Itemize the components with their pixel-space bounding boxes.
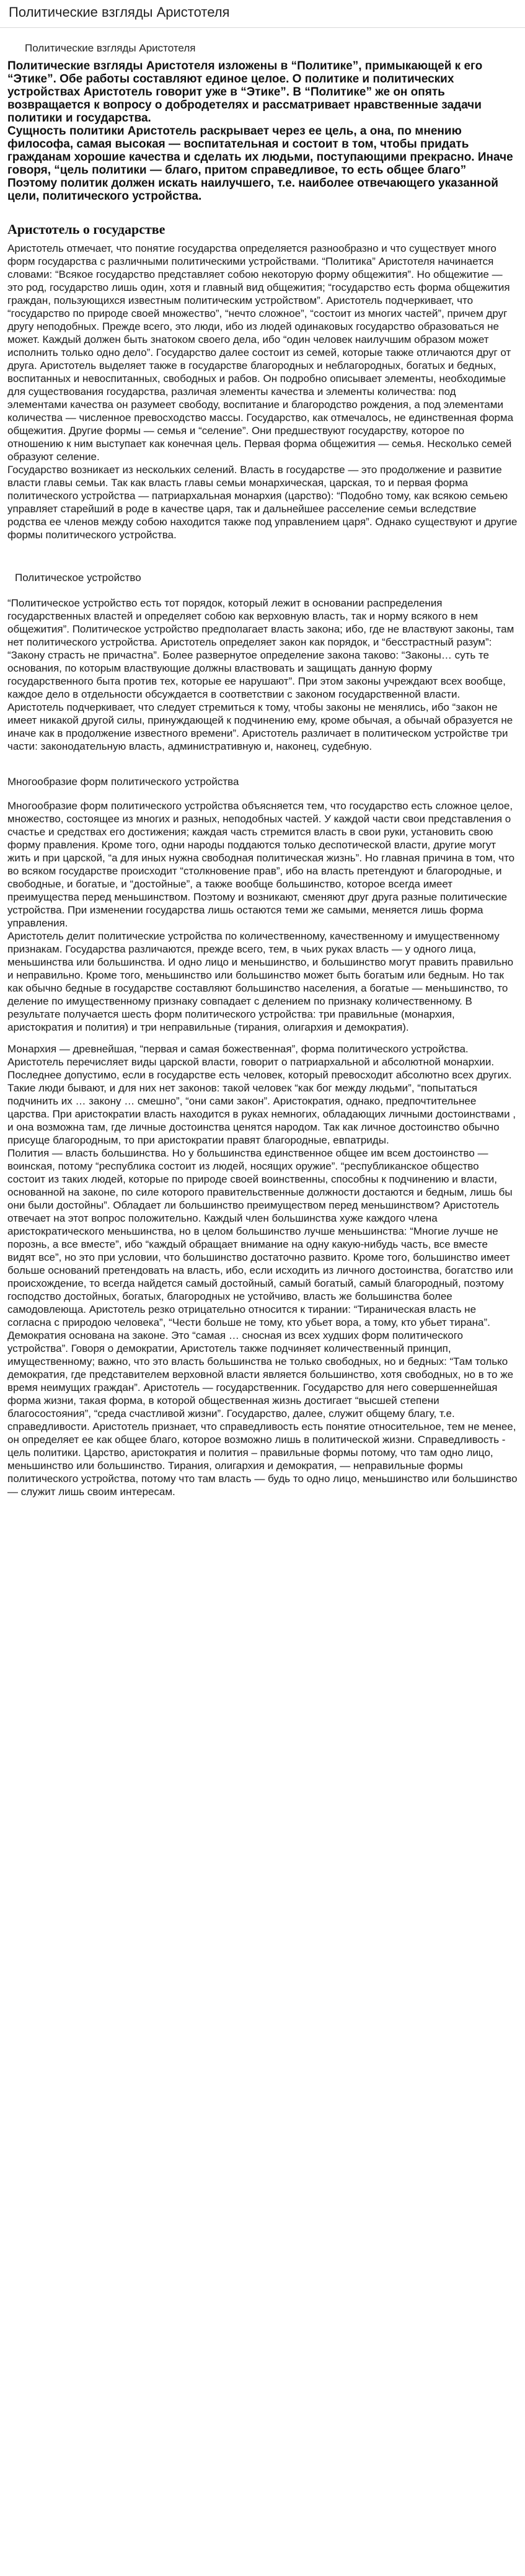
document-content — [0, 42, 525, 1498]
body-paragraph: Многообразие форм политического устройства объясняется тем, что государство есть сложное целое, множество, состоящее из многих и разных, неподобных частей. У каждой части свои представления о счастье и средствах его достижения; каждая часть стремится власть в свои руки, установить свою форму правления. Кроме того, одни народы поддаются только деспотической власти, другие могут жить и при царской, “а для иных нужна свободная политическая жизнь”. Но главная причина в том, что во всяком государстве происходит “столкновение прав”, ибо на власть претендуют и благородные, и свободные, и богатые, и “достойные”, а также вообще большинство, которое всегда имеет преимущества перед меньшинством. Поэтому и возникают, сменяют друг друга разные политические устройства. При изменении государства лишь остаются теми же самыми, меняется лишь форма управления. — [7, 800, 515, 929]
section-heading-forms: Многообразие форм политического устройства — [7, 776, 239, 788]
body-paragraph: Государство возникает из нескольких селений. Власть в государстве — это продолжение и развитие власти главы семьи. Так как власть главы семьи монархическая, царская, то и первая форма политического устройства — патриархальная монархия (царство): “Подобно тому, как всякою семьею управляет старейший в роде в качестве царя, так и дальнейшее расселение семьи вследствие родства ее членов между собою находится также под управлением царя”. Однако существуют и другие формы политического устройства. — [7, 464, 518, 541]
body-paragraph: Демократия основана на законе. Это “самая … сносная из всех худших форм политического устройства”. Говоря о демократии, Аристотель также подчиняет количественный принцип, имущественному; важно, что это власть большинства не только свободных, но и бедных: “Там только демократия, где представителем верховной власти является большинство, хотя свободных, но в то же время неимущих граждан”. Аристотель — государственник. Государство для него совершеннейшая форма жизни, такая форма, в которой общественная жизнь достигает “высшей степени благосостояния”, “среда счастливой жизни”. Государство, далее, служит общему благу, т.е. справедливости. Аристотель признает, что справедливость есть понятие относительное, тем не менее, он определяет ее как общее благо, которое возможно лишь в политической жизни. Справедливость - цель политики. Царство, аристократия и полития – правильные формы потому, что там одно лицо, меньшинство или большинство. Тирания, олигархия и демократия, — неправильные формы политического устройства, потому что там власть — будь то одно лицо, меньшинство или большинство — служит лишь своим интересам. — [7, 1330, 518, 1498]
spacer — [7, 1034, 518, 1042]
lead-paragraph: Политические взгляды Аристотеля изложены в “Политике”, примыкающей к его “Этике”. Обе работы составляют единое целое. О политике и политических устройствах Аристотель говорит уже в “Этике”. В “Политике” же он опять возвращается к вопросу о добродетелях и рассматривает нравственные задачи политики и государства. — [7, 60, 483, 125]
section-heading-political: Политическое устройство — [15, 572, 141, 584]
body-paragraph: Аристотель делит политические устройства по количественному, качественному и имущественному признакам. Государства различаются, прежде всего, тем, в чьих руках власть — у одного лица, меньшинства или большинства. И одно лицо и меньшинство, и большинство могут править правильно и неправильно. Кроме того, меньшинство или большинство может быть богатым или бедным. Но так как обычно бедные в государстве составляют большинство населения, а богатые — меньшинство, то деление по имущественному признаку совпадает с делением по признаку количественному. В результате получается шесть форм политического устройства: три правильные (монархия, аристократия и полития) и три неправильные (тирания, олигархия и демократия). — [7, 930, 514, 1033]
body-paragraph: Полития — власть большинства. Но у большинства единственное общее им всем достоинство — воинская, потому “республика состоит из людей, носящих оружие”. “республиканское общество состоит из таких людей, которые по природе своей воинственны, способны к подчинению и власти, основанной на законе, по силе которого правительственные должности достаются и бедным, лишь бы они были достойны”. Обладает ли большинство преимуществом перед меньшинством? Аристотель отвечает на этот вопрос положительно. Каждый член большинства хуже каждого члена аристократического меньшинства, но в целом большинство лучше меньшинства: “Многие лучше не порознь, а все вместе”, ибо “каждый обращает внимание на одну какую-нибудь часть, все вместе видят все”, но это при условии, что большинство достаточно развито. Кроме того, большинство имеет больше оснований претендовать на власть, ибо, если исходить из личного достоинства, богатство или происхождение, то всегда найдется самый достойный, самый богатый, самый благородный, поэтому господство достойных, богатых, благородных не устойчиво, власть же большинства более самодовлеюща. Аристотель резко отрицательно относится к тирании: “Тираническая власть не согласна с природою человека”, “Чести больше не тому, кто убьет вора, а тому, кто убьет тирана”. — [7, 1147, 513, 1328]
body-paragraph: Монархия — древнейшая, “первая и самая божественная”, форма политического устройства. Аристотель перечисляет виды царской власти, говорит о патриархальной и абсолютной монархии. Последнее допустимо, если в государстве есть человек, который превосходит абсолютно всех других. Такие люди бывают, и для них нет законов: такой человек “как бог между людьми”, “попытаться подчинить их … закону … смешно”, “они сами закон”. Аристократия, однако, предпочтительнее царства. При аристократии власть находится в руках немногих, обладающих личными достоинствами , и она возможна там, где личные достоинства ценятся народом. Так как личное достоинство обычно присуще благородным, то при аристократии правят благородные, евпатриды. — [7, 1043, 516, 1146]
section-heading-state: Аристотель о государстве — [7, 221, 165, 237]
document-subtitle: Политические взгляды Аристотеля — [25, 42, 196, 54]
page-title: Политические взгляды Аристотеля — [0, 0, 525, 28]
lead-summary — [7, 60, 518, 203]
body-paragraph: Аристотель отмечает, что понятие государства определяется разнообразно и что существует много форм государства с различными политическими устройствами. “Политика” Аристотеля начинается словами: “Всякое государство представляет собою некоторую форму общежития”. Но общежитие — это род, государство лишь один, хотя и главный вид общежития; “государство есть форма общежития граждан, пользующихся известным политическим устройством”. Аристотель подчеркивает, что “государство по природе своей множество”, “нечто сложное”, “состоит из многих частей”, причем друг другу неподобных. Прежде всего, это люди, ибо из людей одинаковых государство образоваться не может. Каждый должен быть знатоком своего дела, ибо “один человек наилучшим образом может исполнить только одно дело”. Государство далее состоит из семей, которые также отличаются друг от друга. Аристотель выделяет также в государстве благородных и неблагородных, богатых и бедных, воспитанных и невоспитанных, свободных и рабов. Он подробно описывает элементы, необходимые для существования государства, различая элементы качества и элементы количества: под элементами качества он разумеет свободу, воспитание и благородство рождения, а под элементами количества — численное превосходство массы. Государство, как отмечалось, не единственная форма общежития. Другие формы — семья и “селение”. Они предшествуют государству, которое по отношению к ним выступает как конечная цель. Первая форма общежития — семья. Несколько семей образуют селение. — [7, 242, 514, 463]
lead-paragraph: Сущность политики Аристотель раскрывает через ее цель, а она, по мнению философа, самая высокая — воспитательная и состоит в том, чтобы придать гражданам хорошие качества и сделать их людьми, поступающими прекрасно. Иначе говоря, “цель политики — благо, притом справедливое, то есть общее благо” Поэтому политик должен искать наилучшего, т.е. наиболее отвечающего указанной цели, политического устройства. — [7, 125, 513, 203]
body-paragraph: “Политическое устройство есть тот порядок, который лежит в основании распределения государственных властей и определяет собою как верховную власть, так и норму всякого в нем общежития”. Политическое устройство предполагает власть закона; ибо, где не властвуют законы, там нет политического устройства. Аристотель определяет закон как порядок, и “бесстрастный разум”: “Закону страсть не причастна”. Более развернутое определение закона таково: “Законы… суть те основания, по которым властвующие должны властвовать и защищать данную форму государственного быта против тех, которые ее нарушают”. При этом законы учреждают всех вообще, каждое дело в отдельности обсуждается в соответствии с законом государственной власти. Аристотель подчеркивает, что следует стремиться к тому, чтобы законы не менялись, ибо “закон не имеет никакой другой силы, принуждающей к подчинению ему, кроме обычая, а обычай образуется не иначе как в продолжение известного времени”. Аристотель различает в политическом устройстве три части: законодательную власть, административную и, наконец, судебную. — [7, 597, 514, 752]
